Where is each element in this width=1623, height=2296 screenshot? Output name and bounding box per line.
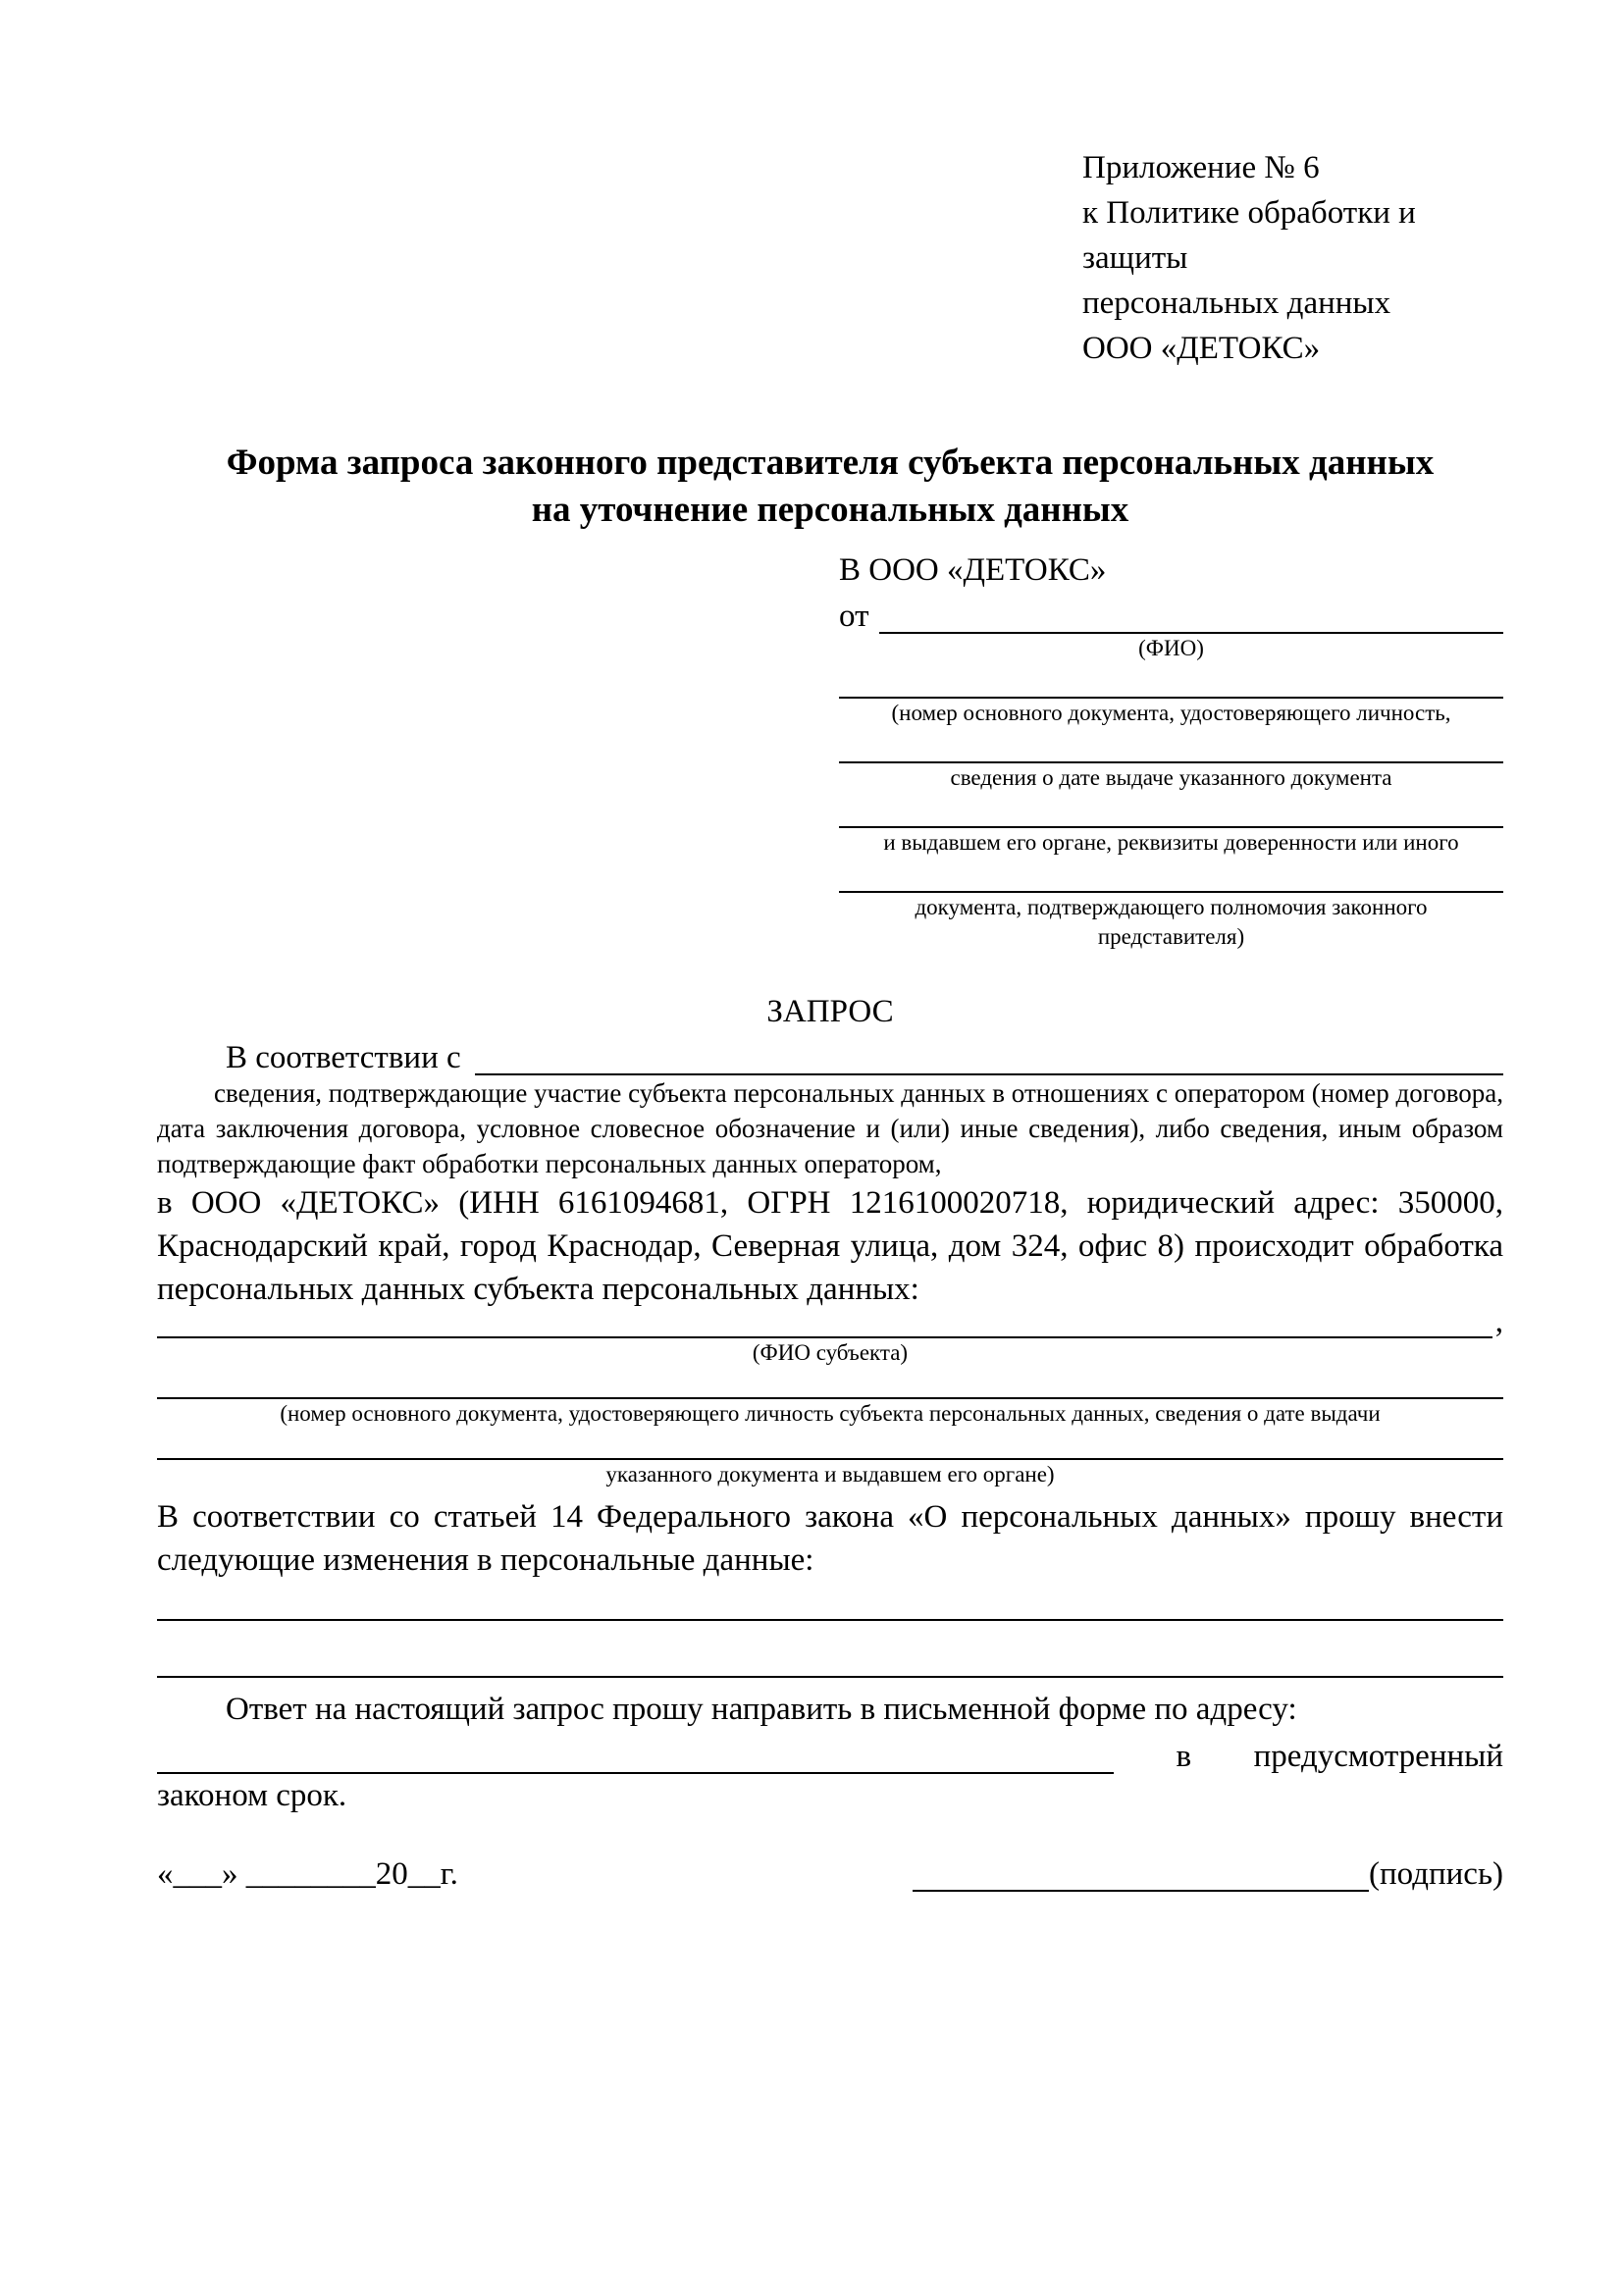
blank-line-issuing-authority bbox=[839, 793, 1503, 828]
blank-line-document-number bbox=[839, 663, 1503, 699]
response-paragraph-end: законом срок. bbox=[157, 1778, 347, 1813]
signature-caption: (подпись) bbox=[1369, 1855, 1503, 1892]
operator-paragraph: в ООО «ДЕТОКС» (ИНН 6161094681, ОГРН 1216100020718, юридический адрес: 350000, Краснодарский край, город Краснодар, Северная улица, дом 324, офис 8) происходит обработка персональных данных субъекта персональных данных: bbox=[157, 1185, 1503, 1307]
appendix-header-line: Приложение № 6 bbox=[1082, 150, 1320, 185]
request-heading: ЗАПРОС bbox=[766, 994, 894, 1029]
document-number-caption: (номер основного документа, удостоверяющего личность, bbox=[891, 701, 1451, 725]
article-paragraph: В соответствии со статьей 14 Федерального закона «О персональных данных» прошу внести следующие изменения в персональные данные: bbox=[157, 1499, 1503, 1578]
blank-line-subject-document bbox=[157, 1368, 1503, 1399]
addressee-block bbox=[839, 549, 1503, 952]
response-address-row bbox=[157, 1731, 1503, 1774]
document-title-line: на уточнение персональных данных bbox=[531, 490, 1129, 530]
issue-date-caption: сведения о дате выдаче указанного документа bbox=[950, 765, 1392, 790]
intro-label: В соответствии с bbox=[226, 1039, 461, 1075]
blank-line-power-of-attorney bbox=[839, 858, 1503, 893]
appendix-header-line: персональных данных bbox=[1082, 286, 1391, 321]
trailing-comma: , bbox=[1494, 1304, 1503, 1339]
subject-document-caption: (номер основного документа, удостоверяющего личность субъекта персональных данных, сведения о дате выдачи bbox=[280, 1401, 1381, 1426]
basis-note: сведения, подтверждающие участие субъекта персональных данных в отношениях с оператором (номер договора, дата заключения договора, условное словесное обозначение и (или) иные сведения), либо сведения, иным образом подтверждающие факт обработки персональных данных оператором, bbox=[157, 1078, 1503, 1178]
blank-line-changes-1 bbox=[157, 1582, 1503, 1621]
document-title bbox=[157, 440, 1503, 534]
from-row bbox=[839, 591, 1503, 634]
subject-fio-row bbox=[157, 1304, 1503, 1339]
appendix-header bbox=[1082, 145, 1503, 371]
addressee-to: В ООО «ДЕТОКС» bbox=[839, 552, 1107, 588]
appendix-header-line: к Политике обработки и защиты bbox=[1082, 195, 1416, 276]
subject-fio-caption: (ФИО субъекта) bbox=[752, 1340, 909, 1365]
blank-line-subject-document-2 bbox=[157, 1429, 1503, 1460]
response-tail-word: предусмотренный bbox=[1253, 1738, 1503, 1774]
document-title-line: Форма запроса законного представителя субъекта персональных данных bbox=[226, 443, 1435, 483]
subject-document-caption-2: указанного документа и выдавшем его органе) bbox=[605, 1462, 1055, 1487]
intro-row bbox=[157, 1032, 1503, 1075]
issuing-authority-caption: и выдавшем его органе, реквизиты доверенности или иного bbox=[883, 830, 1459, 855]
from-label: от bbox=[839, 598, 869, 634]
appendix-header-line: ООО «ДЕТОКС» bbox=[1082, 331, 1321, 366]
response-tail-word: в bbox=[1176, 1738, 1192, 1774]
date-blank: «___» ________20__г. bbox=[157, 1855, 458, 1892]
power-of-attorney-caption: документа, подтверждающего полномочия законного представителя) bbox=[915, 895, 1428, 949]
fio-caption: (ФИО) bbox=[1138, 636, 1204, 660]
blank-line-changes-2 bbox=[157, 1621, 1503, 1678]
blank-line-issue-date bbox=[839, 728, 1503, 763]
blank-line-signature bbox=[913, 1852, 1369, 1892]
signature-group bbox=[913, 1852, 1503, 1892]
date-signature-row bbox=[157, 1847, 1503, 1892]
response-paragraph: Ответ на настоящий запрос прошу направить в письменной форме по адресу: bbox=[226, 1692, 1297, 1727]
